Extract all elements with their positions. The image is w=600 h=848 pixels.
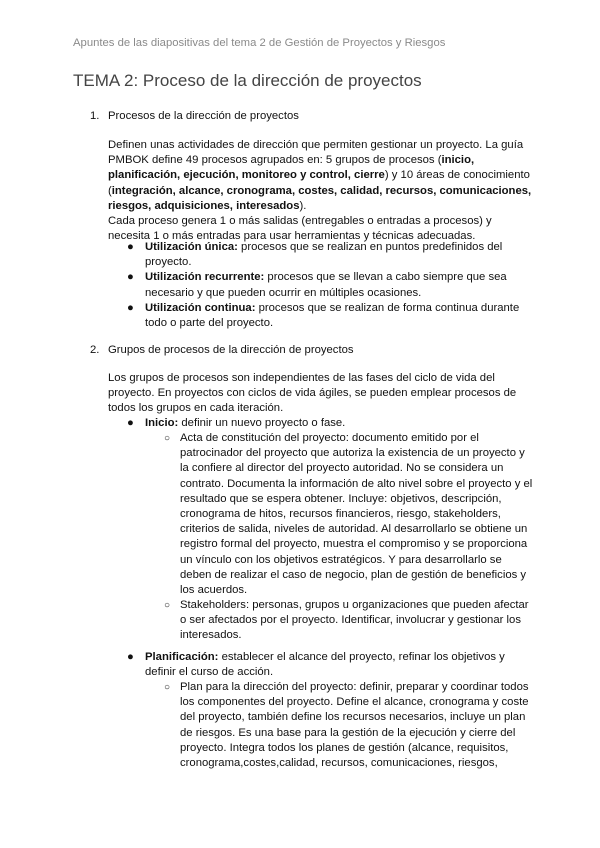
planificacion-item (127, 650, 505, 680)
text-line: PMBOK define 49 procesos agrupados en: 5 grupos de procesos (inicio, (108, 154, 475, 167)
text-line: planificación, ejecución, monitoreo y control, cierre) y 10 áreas de conocimiento (108, 169, 530, 182)
text-line: todos los grupos en cada iteración. (108, 402, 284, 415)
text-line: Los grupos de procesos son independientes de las fases del ciclo de vida del (108, 372, 495, 384)
section-1-paragraph (108, 138, 531, 244)
text-line: proyecto. En proyectos con ciclos de vida ágiles, se pueden emplear procesos de (108, 387, 517, 400)
list-item: ● Planificación: establecer el alcance del proyecto, refinar los objetivos y definir el curso de acción. (127, 651, 505, 679)
section-2-heading (0, 344, 600, 360)
section-number: 2. (90, 344, 100, 356)
section-number: 1. (90, 110, 100, 122)
bullet-icon: ● (127, 651, 134, 663)
section-2-paragraph (108, 371, 516, 417)
list-item: ● Inicio: definir un nuevo proyecto o fase. (145, 416, 345, 431)
text-line: Cada proceso genera 1 o más salidas (entregables o entradas a procesos) y (108, 214, 492, 227)
list-item: ● Utilización recurrente: procesos que se llevan a cabo siempre que sea necesario y que pueden ocurrir en múltiples ocasiones. (127, 271, 507, 299)
bullet-icon: ● (127, 271, 134, 284)
list-item: ○ Stakeholders: personas, grupos u organizaciones que pueden afectar o ser afectados por el proyecto. Identificar, involucrar y gestionar los interesados. (164, 599, 529, 642)
list-item: ○ Plan para la dirección del proyecto: definir, preparar y coordinar todos los componentes del proyecto. Define el alcance, cronograma y coste del proyecto, también define los recursos necesarios, incluye un plan de riesgos. Es una base para la gestión de la ejecución y cierre del proyecto. Integra todos los planes de gestión (alcance, requisitos, cronograma,costes,calidad, recursos, comunicaciones, riesgos, (164, 681, 529, 769)
section-1-heading (0, 110, 600, 126)
bullet-icon: ● (127, 241, 134, 253)
text-line: Definen unas actividades de dirección que permiten gestionar un proyecto. La guía (108, 139, 524, 151)
page-title: TEMA 2: Proceso de la dirección de proyectos (73, 71, 422, 90)
list-item: ● Utilización continua: procesos que se realizan de forma continua durante todo o parte del proyecto. (127, 301, 520, 329)
section-1-bullet-list (127, 240, 520, 331)
bullet-icon: ● (127, 301, 134, 314)
inicio-item (127, 416, 346, 431)
bullet-icon: ● (127, 417, 134, 429)
list-item: ○ Acta de constitución del proyecto: documento emitido por el patrocinador del proyecto que autoriza la existencia de un proyecto y la confiere al director del proyecto autoridad. No se considera un contrato. Documenta la información de alto nivel sobre el proyecto y el resultado que se espera obtener. Incluye: objetivos, descripción, cronograma de hitos, recursos financieros, riesgo, stakeholders, criterios de salida, niveles de autoridad. Al desarrollarlo se obtiene un registro formal del proyecto, muestra el compromiso y se proporciona un vínculo con los objetivos estratégicos. Y para desarrollarlo se deben de realizar el caso de negocio, plan de gestión de beneficios y los acuerdos. (164, 432, 533, 596)
planificacion-sublist (164, 680, 529, 771)
circle-bullet-icon: ○ (164, 682, 171, 693)
circle-bullet-icon: ○ (164, 600, 171, 612)
circle-bullet-icon: ○ (164, 433, 171, 444)
text-line: (integración, alcance, cronograma, costes, calidad, recursos, comunicaciones, (108, 184, 532, 197)
document-header: Apuntes de las diapositivas del tema 2 de Gestión de Proyectos y Riesgos (73, 37, 446, 49)
text-line: necesita 1 o más entradas para usar herramientas y técnicas adecuadas. (108, 230, 476, 243)
text-line: riesgos, adquisiciones, interesados). (108, 199, 307, 212)
section-title: Procesos de la dirección de proyectos (108, 110, 299, 122)
list-item: ● Utilización única: procesos que se realizan en puntos predefinidos del proyecto. (127, 241, 503, 269)
inicio-sublist (164, 431, 533, 644)
section-title: Grupos de procesos de la dirección de proyectos (108, 344, 354, 356)
